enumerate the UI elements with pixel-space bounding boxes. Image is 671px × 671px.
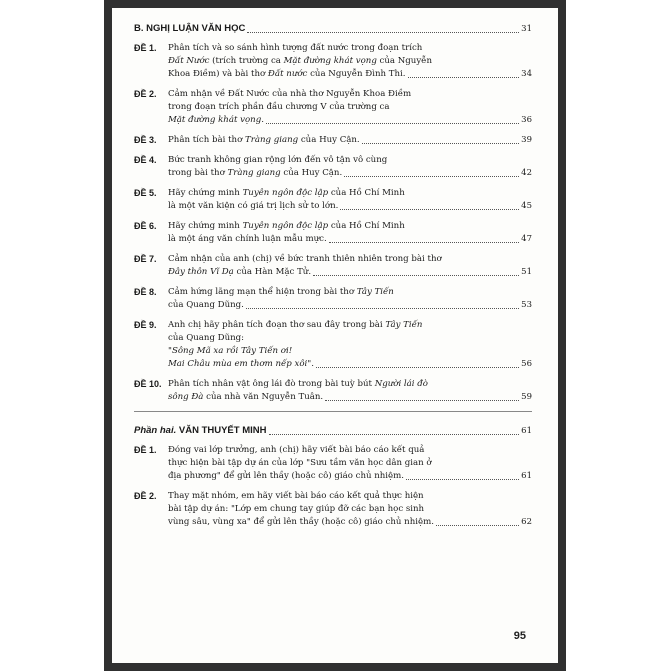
- entry-text: [168, 134, 532, 147]
- entry-page-number: 51: [521, 267, 532, 277]
- entry-line: [168, 233, 532, 246]
- section-page-number: 61: [521, 426, 532, 436]
- entry-label: ĐỀ 1.: [134, 445, 157, 455]
- entry-line-text: bài tập dự án: "Lớp em chung tay giúp đỡ các bạn học sinh: [168, 504, 425, 514]
- section-page-number: 31: [521, 24, 532, 34]
- entry-line: [168, 200, 532, 213]
- dot-leader: [340, 209, 519, 210]
- entry-page-number: 47: [521, 234, 532, 244]
- entry-line: [168, 68, 532, 81]
- toc-entry[interactable]: [134, 220, 532, 246]
- entry-text: [168, 154, 532, 180]
- entry-line: [168, 391, 532, 404]
- dot-leader: [316, 367, 519, 368]
- entry-line: [168, 266, 532, 279]
- entry-line: [168, 88, 532, 101]
- entry-label: ĐỀ 2.: [134, 89, 157, 99]
- dot-leader: [269, 434, 520, 435]
- entry-label: ĐỀ 5.: [134, 188, 157, 198]
- entry-text: [168, 253, 532, 279]
- dot-leader: [266, 123, 519, 124]
- toc-entry[interactable]: [134, 88, 532, 127]
- dot-leader: [362, 143, 520, 144]
- entry-line: [168, 286, 532, 299]
- entry-line-text: của Quang Dũng:: [168, 333, 245, 343]
- dot-leader: [313, 275, 519, 276]
- entry-line-text: Cảm nhận của anh (chị) về bức tranh thiên nhiên trong bài thơ: [168, 254, 442, 264]
- entry-line: [168, 101, 532, 114]
- entry-label: ĐỀ 4.: [134, 155, 157, 165]
- toc-entry[interactable]: [134, 187, 532, 213]
- toc-entry[interactable]: [134, 378, 532, 404]
- entry-line-text: Đóng vai lớp trưởng, anh (chị) hãy viết bài báo cáo kết quả: [168, 445, 425, 455]
- entry-line-text: trong đoạn trích phần đầu chương V của trường ca: [168, 102, 390, 112]
- entry-line-text: Phân tích và so sánh hình tượng đất nước trong đoạn trích: [168, 43, 423, 53]
- entry-page-number: 61: [521, 471, 532, 481]
- dot-leader: [436, 525, 519, 526]
- dot-leader: [246, 308, 519, 309]
- entry-line-text: Khoa Điềm) và bài thơ Đất nước của Nguyễn Đình Thi.: [168, 69, 406, 79]
- entry-line-text: Hãy chứng minh Tuyên ngôn độc lập của Hồ Chí Minh: [168, 188, 405, 198]
- entry-text: [168, 220, 532, 246]
- book-page: [112, 8, 558, 663]
- entry-text: [168, 490, 532, 529]
- entry-page-number: 59: [521, 392, 532, 402]
- entry-line: [168, 42, 532, 55]
- entry-line-text: Phân tích bài thơ Tràng giang của Huy Cận.: [168, 135, 360, 145]
- entry-line: [168, 503, 532, 516]
- entry-line-text: Đây thôn Vĩ Dạ của Hàn Mặc Tử.: [168, 267, 312, 277]
- entry-line-text: Anh chị hãy phân tích đoạn thơ sau đây trong bài Tây Tiến: [168, 320, 423, 330]
- section-divider: [134, 411, 532, 412]
- entry-label: ĐỀ 8.: [134, 287, 157, 297]
- entry-line-text: "Sông Mã xa rồi Tây Tiến ơi!: [168, 346, 293, 356]
- entry-line: [168, 319, 532, 332]
- entry-line-text: địa phương" để gửi lên thầy (hoặc cô) giáo chủ nhiệm.: [168, 471, 405, 481]
- entry-line: [168, 470, 532, 483]
- page-folio: 95: [513, 630, 526, 642]
- entry-line: [168, 457, 532, 470]
- entry-line-text: Mặt đường khát vọng.: [168, 115, 264, 125]
- toc-entry[interactable]: [134, 253, 532, 279]
- entry-line: [168, 55, 532, 68]
- entry-page-number: 36: [521, 115, 532, 125]
- entry-line: [168, 253, 532, 266]
- toc-entry[interactable]: [134, 444, 532, 483]
- dot-leader: [329, 242, 519, 243]
- section-title: B. NGHỊ LUẬN VĂN HỌC: [134, 23, 246, 34]
- toc-entry[interactable]: [134, 134, 532, 147]
- entry-line: [168, 345, 532, 358]
- entry-line: [168, 516, 532, 529]
- entry-page-number: 42: [521, 168, 532, 178]
- entry-line-text: Cảm nhận về Đất Nước của nhà thơ Nguyễn Khoa Điềm: [168, 89, 412, 99]
- toc-entry[interactable]: [134, 42, 532, 81]
- entry-label: ĐỀ 10.: [134, 379, 162, 389]
- entry-line: [168, 490, 532, 503]
- entry-label: ĐỀ 7.: [134, 254, 157, 264]
- entry-line-text: vùng sâu, vùng xa" để gửi lên thầy (hoặc cô) giáo chủ nhiệm.: [168, 517, 434, 527]
- entry-line: [168, 332, 532, 345]
- toc-entry[interactable]: [134, 490, 532, 529]
- toc-entry[interactable]: [134, 319, 532, 371]
- entry-line-text: của Quang Dũng.: [168, 300, 244, 310]
- entry-line-text: sông Đà của nhà văn Nguyễn Tuân.: [168, 392, 324, 402]
- entry-line-text: Hãy chứng minh Tuyên ngôn độc lập của Hồ Chí Minh: [168, 221, 405, 231]
- entry-label: ĐỀ 1.: [134, 43, 157, 53]
- entry-page-number: 34: [521, 69, 532, 79]
- entry-label: ĐỀ 9.: [134, 320, 157, 330]
- entry-line: [168, 378, 532, 391]
- dot-leader: [344, 176, 519, 177]
- table-of-contents: [134, 22, 532, 536]
- entry-line: [168, 187, 532, 200]
- section-title: VĂN THUYẾT MINH: [178, 425, 267, 436]
- entry-label: ĐỀ 6.: [134, 221, 157, 231]
- dot-leader: [325, 400, 519, 401]
- entry-line-text: Thay mặt nhóm, em hãy viết bài báo cáo kết quả thực hiện: [168, 491, 424, 501]
- entry-line-text: Cảm hứng lãng mạn thể hiện trong bài thơ Tây Tiến: [168, 287, 394, 297]
- entry-line: [168, 167, 532, 180]
- entry-label: ĐỀ 2.: [134, 491, 157, 501]
- entry-text: [168, 187, 532, 213]
- entry-page-number: 53: [521, 300, 532, 310]
- entry-line-text: Phân tích nhân vật ông lái đò trong bài tuỳ bút Người lái đò: [168, 379, 428, 389]
- entry-line: [168, 299, 532, 312]
- entry-line-text: Mai Châu mùa em thơm nếp xôi".: [168, 359, 314, 369]
- toc-entry[interactable]: [134, 286, 532, 312]
- entry-line-text: là một áng văn chính luận mẫu mực.: [168, 234, 327, 244]
- entry-text: [168, 42, 532, 81]
- entry-line-text: thực hiện bài tập dự án của lớp "Sưu tầm văn học dân gian ở: [168, 458, 432, 468]
- entry-line: [168, 220, 532, 233]
- dot-leader: [247, 32, 519, 33]
- section-heading: [134, 22, 532, 36]
- entry-line-text: Bức tranh không gian rộng lớn đến vô tận vô cùng: [168, 155, 388, 165]
- toc-entry[interactable]: [134, 154, 532, 180]
- section-heading: [134, 424, 532, 438]
- entry-line-text: Đất Nước (trích trường ca Mặt đường khát vọng của Nguyễn: [168, 56, 432, 66]
- entry-text: [168, 378, 532, 404]
- entry-line: [168, 114, 532, 127]
- entry-text: [168, 319, 532, 371]
- entry-line: [168, 358, 532, 371]
- entry-line-text: trong bài thơ Tràng giang của Huy Cận.: [168, 168, 343, 178]
- entry-text: [168, 444, 532, 483]
- entry-page-number: 62: [521, 517, 532, 527]
- entry-text: [168, 88, 532, 127]
- dot-leader: [406, 479, 519, 480]
- entry-page-number: 39: [521, 135, 532, 145]
- section-prefix: Phần hai.: [134, 425, 177, 436]
- entry-line: [168, 444, 532, 457]
- entry-page-number: 45: [521, 201, 532, 211]
- entry-page-number: 56: [521, 359, 532, 369]
- entry-label: ĐỀ 3.: [134, 135, 157, 145]
- entry-text: [168, 286, 532, 312]
- dot-leader: [408, 77, 520, 78]
- entry-line: [168, 154, 532, 167]
- entry-line-text: là một văn kiện có giá trị lịch sử to lớn.: [168, 201, 339, 211]
- entry-line: [168, 134, 532, 147]
